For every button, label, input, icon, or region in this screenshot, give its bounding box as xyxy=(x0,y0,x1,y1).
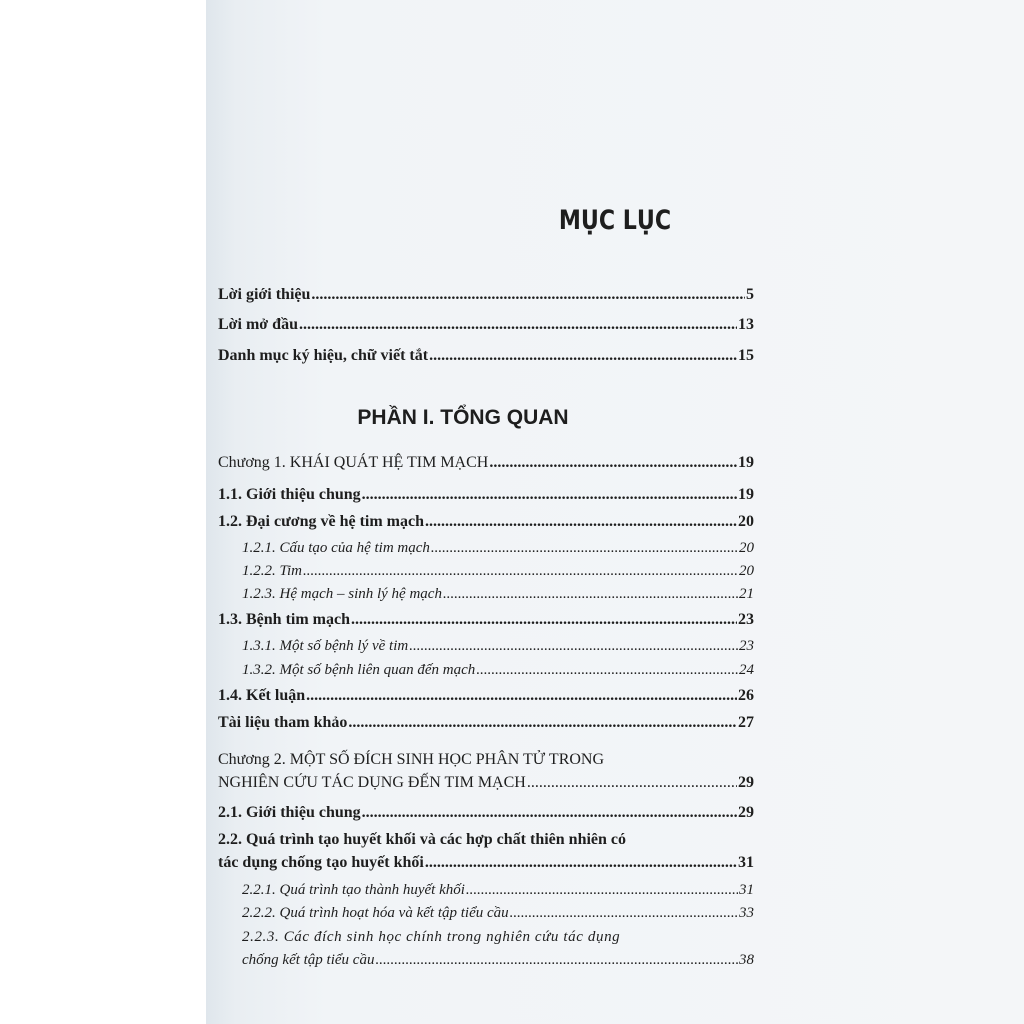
toc-label: 1.3. Bệnh tim mạch xyxy=(218,611,350,628)
page-title: MỤC LỤC xyxy=(558,205,672,236)
toc-page: 33 xyxy=(739,905,754,921)
toc-label: 1.2.1. Cấu tạo của hệ tim mạch xyxy=(242,540,430,556)
toc-label: 2.2.3. Các đích sinh học chính trong nghiên cứu tác dụng xyxy=(242,929,621,945)
toc-page: 23 xyxy=(739,638,754,654)
part-title: PHẦN I. TỔNG QUAN xyxy=(357,406,569,429)
toc-label: 1.3.2. Một số bệnh liên quan đến mạch xyxy=(242,662,476,678)
toc-page: 20 xyxy=(739,563,754,579)
toc-page: 5 xyxy=(746,286,754,303)
toc-entry-chapter-2-line1[interactable] xyxy=(218,750,754,770)
toc-entry-preface[interactable] xyxy=(218,315,754,335)
toc-label: 1.2.3. Hệ mạch – sinh lý hệ mạch xyxy=(242,586,442,602)
toc-label: 1.1. Giới thiệu chung xyxy=(218,486,361,503)
toc-label: Tài liệu tham khảo xyxy=(218,714,348,731)
toc-entry-chapter-2[interactable] xyxy=(218,773,754,793)
toc-page: 31 xyxy=(739,882,754,898)
toc-entry-chapter-1[interactable] xyxy=(218,453,754,473)
toc-label: NGHIÊN CỨU TÁC DỤNG ĐẾN TIM MẠCH xyxy=(218,774,526,791)
toc-entry-2-2-line1[interactable] xyxy=(218,830,754,850)
toc-page: 26 xyxy=(738,687,754,704)
toc-entry-1-2-3[interactable] xyxy=(242,584,754,604)
toc-entry-2-2-2[interactable] xyxy=(242,903,754,923)
toc-entry-1-2[interactable] xyxy=(218,512,754,532)
toc-entry-2-2-1[interactable] xyxy=(242,880,754,900)
toc-entry-references[interactable] xyxy=(218,713,754,733)
background-left xyxy=(0,0,206,1024)
toc-entry-1-4[interactable] xyxy=(218,686,754,706)
toc-page: 29 xyxy=(738,804,754,821)
toc-page: 38 xyxy=(739,952,754,968)
toc-entry-2-2-3-line1[interactable] xyxy=(242,927,754,947)
toc-page: 24 xyxy=(739,662,754,678)
toc-page: 29 xyxy=(738,774,754,791)
toc-label: Danh mục ký hiệu, chữ viết tắt xyxy=(218,347,429,364)
toc-entry-2-2-3[interactable] xyxy=(242,950,754,970)
toc-label: 1.2.2. Tim xyxy=(242,563,303,579)
toc-label: 2.2. Quá trình tạo huyết khối và các hợp chất thiên nhiên có xyxy=(218,831,627,848)
toc-page: 23 xyxy=(738,611,754,628)
toc-page: 19 xyxy=(738,454,754,471)
toc-label: Chương 1. KHÁI QUÁT HỆ TIM MẠCH xyxy=(218,454,489,471)
toc-label: chống kết tập tiểu cầu xyxy=(242,952,375,968)
toc-page: 31 xyxy=(738,854,754,871)
toc-label: 2.1. Giới thiệu chung xyxy=(218,804,361,821)
toc-entry-2-2[interactable] xyxy=(218,853,754,873)
toc-page: 27 xyxy=(738,714,754,731)
toc-page: 19 xyxy=(738,486,754,503)
toc-label: tác dụng chống tạo huyết khối xyxy=(218,854,424,871)
toc-page: 20 xyxy=(738,513,754,530)
toc-entry-2-1[interactable] xyxy=(218,803,754,823)
toc-label: Chương 2. MỘT SỐ ĐÍCH SINH HỌC PHÂN TỬ TRONG xyxy=(218,751,605,768)
toc-label: 1.3.1. Một số bệnh lý về tim xyxy=(242,638,409,654)
toc-entry-abbreviations[interactable] xyxy=(218,346,754,366)
toc-entry-1-2-2[interactable] xyxy=(242,561,754,581)
toc-label: Lời giới thiệu xyxy=(218,286,311,303)
toc-entry-1-3-1[interactable] xyxy=(242,636,754,656)
toc-entry-1-3[interactable] xyxy=(218,610,754,630)
toc-page: 20 xyxy=(739,540,754,556)
toc-page: 15 xyxy=(738,347,754,364)
toc-label: 2.2.1. Quá trình tạo thành huyết khối xyxy=(242,882,465,898)
toc-page: 21 xyxy=(739,586,754,602)
toc-label: 2.2.2. Quá trình hoạt hóa và kết tập tiểu cầu xyxy=(242,905,509,921)
toc-entry-1-2-1[interactable] xyxy=(242,538,754,558)
toc-label: Lời mở đầu xyxy=(218,316,298,333)
toc-label: 1.4. Kết luận xyxy=(218,687,306,704)
toc-entry-1-3-2[interactable] xyxy=(242,660,754,680)
toc-page: 13 xyxy=(738,316,754,333)
toc-entry-1-1[interactable] xyxy=(218,485,754,505)
toc-label: 1.2. Đại cương về hệ tim mạch xyxy=(218,513,424,530)
toc-entry-intro[interactable] xyxy=(218,285,754,305)
